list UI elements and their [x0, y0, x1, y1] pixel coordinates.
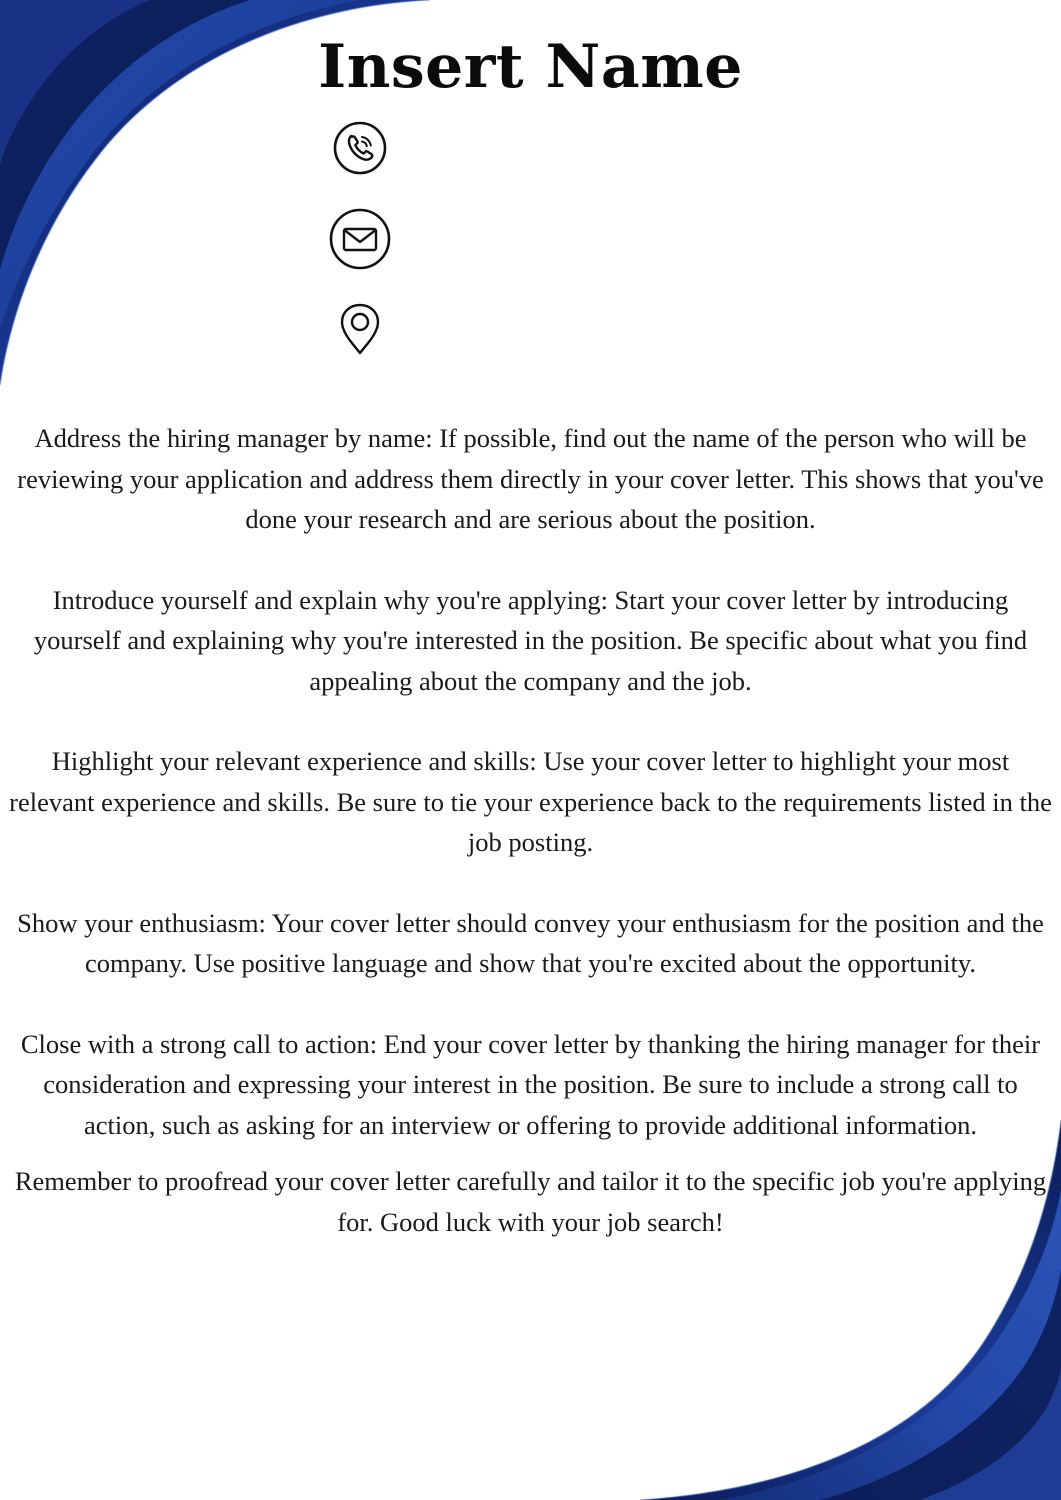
paragraph-introduce-yourself: Introduce yourself and explain why you're applying: Start your cover letter by introducing yourself and explaining why you're interested in the position. Be specific about what you find appealing about the company and the job. — [33, 584, 1028, 696]
paragraph-highlight-experience: Highlight your relevant experience and skills: Use your cover letter to highlight your most relevant experience and skills. Be sure to tie your experience back to the requirements listed in the job posting. — [9, 746, 1052, 857]
phone-icon — [332, 120, 388, 176]
paragraph-call-to-action: Close with a strong call to action: End your cover letter by thanking the hiring manager for their consideration and expressing your interest in the position. Be sure to include a strong call to action, such as asking for an interview or offering to provide additional information. — [20, 1028, 1041, 1140]
paragraph-address-manager: Address the hiring manager by name: If possible, find out the name of the person who will be reviewing your application and address them directly in your cover letter. This shows that you've done your research and are serious about the position. — [17, 423, 1044, 534]
paragraph-show-enthusiasm: Show your enthusiasm: Your cover letter should convey your enthusiasm for the position and the company. Use positive language and show that you're excited about the opportunity. — [17, 907, 1044, 978]
letter-body — [8, 418, 1053, 1242]
applicant-name: Insert Name — [318, 32, 743, 102]
envelope-icon — [328, 207, 392, 271]
paragraph-closing-remark: Remember to proofread your cover letter carefully and tailor it to the specific job you're applying for. Good luck with your job search! — [14, 1166, 1047, 1237]
map-pin-icon — [338, 302, 382, 356]
